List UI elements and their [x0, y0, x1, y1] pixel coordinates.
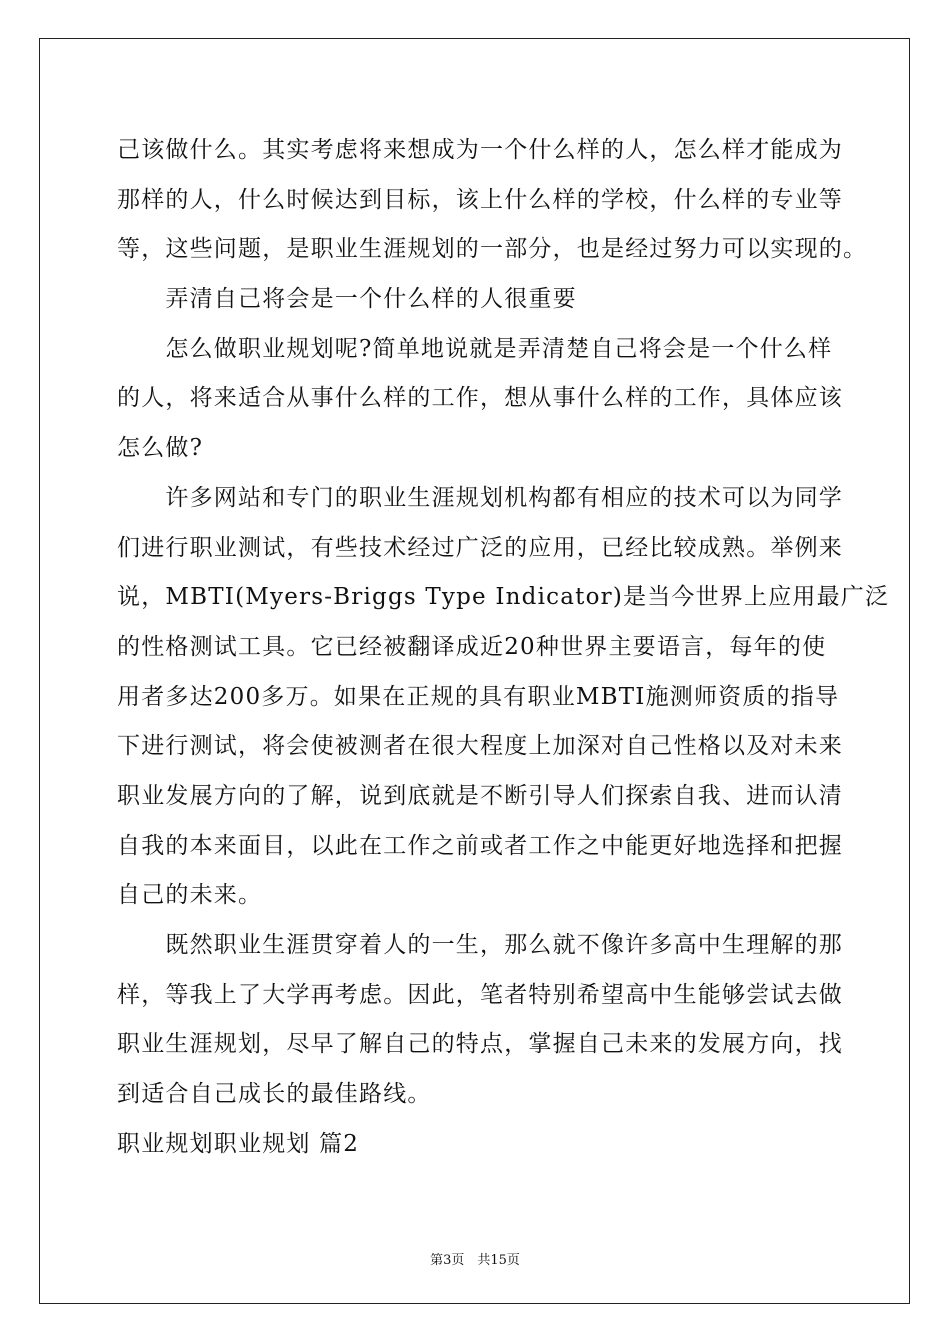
- page-number-footer: 第3页 共15页: [430, 1253, 520, 1268]
- text-line: 到适合自己成长的最佳路线。: [117, 1081, 432, 1108]
- text-line: 那样的人，什么时候达到目标，该上什么样的学校，什么样的专业等: [117, 186, 843, 213]
- text-line: 用者多达200多万。如果在正规的具有职业MBTI施测师资质的指导: [117, 683, 840, 710]
- text-line: 下进行测试，将会使被测者在很大程度上加深对自己性格以及对未来: [117, 733, 843, 760]
- section-heading: 职业规划职业规划 篇2: [117, 1130, 360, 1157]
- text-line: 等，这些问题，是职业生涯规划的一部分，也是经过努力可以实现的。: [117, 236, 868, 263]
- subheading: 弄清自己将会是一个什么样的人很重要: [117, 286, 577, 313]
- text-line: 既然职业生涯贯穿着人的一生，那么就不像许多高中生理解的那: [117, 932, 843, 958]
- text-line: 许多网站和专门的职业生涯规划机构都有相应的技术可以为同学: [117, 484, 843, 511]
- text-line: 们进行职业测试，有些技术经过广泛的应用，已经比较成熟。举例来: [117, 534, 843, 561]
- text-line: 己该做什么。其实考虑将来想成为一个什么样的人，怎么样才能成为: [117, 137, 843, 163]
- text-line: 的性格测试工具。它已经被翻译成近20种世界主要语言，每年的使: [117, 633, 827, 660]
- text-line: 怎么做?: [117, 435, 204, 462]
- text-line: 样，等我上了大学再考虑。因此，笔者特别希望高中生能够尝试去做: [117, 981, 843, 1008]
- text-line: 自我的本来面目，以此在工作之前或者工作之中能更好地选择和把握: [117, 832, 843, 859]
- document-body: [117, 126, 890, 1169]
- text-line: 自己的未来。: [117, 882, 263, 909]
- text-line: 的人，将来适合从事什么样的工作，想从事什么样的工作，具体应该: [117, 385, 843, 412]
- text-line: 职业发展方向的了解，说到底就是不断引导人们探索自我、进而认清: [117, 782, 843, 809]
- text-line: 说，MBTI(Myers-Briggs Type Indicator)是当今世界上应用最广泛: [117, 584, 890, 611]
- text-line: 职业生涯规划，尽早了解自己的特点，掌握自己未来的发展方向，找: [117, 1031, 843, 1058]
- text-line: 怎么做职业规划呢?简单地说就是弄清楚自己将会是一个什么样: [117, 335, 833, 362]
